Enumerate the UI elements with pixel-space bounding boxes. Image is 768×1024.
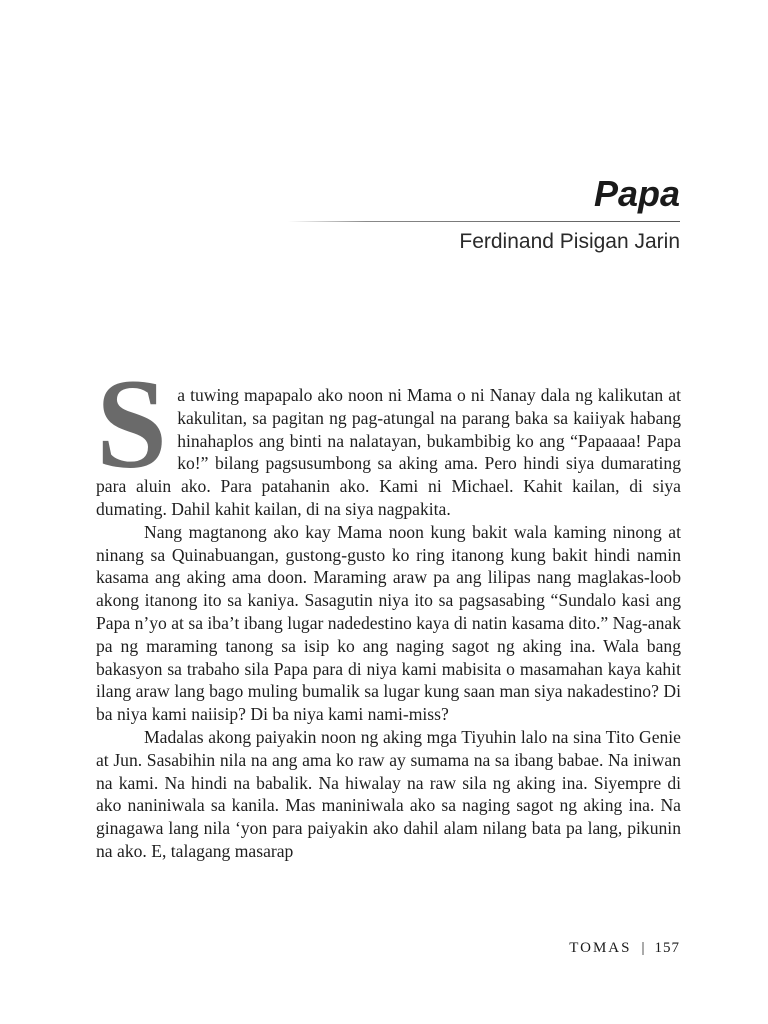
- paragraph-1-text: a tuwing mapapalo ako noon ni Mama o ni Nanay dala ng kalikutan at kakulitan, sa pagitan ng pag-atungal na parang baka sa kaiiyak habang hinahaplos ang binti na nalatayan, bukambibig ko ang “Papaaaa! Papa ko!” bilang pagsusumbong sa aking ama. Pero hindi siya dumarating para aluin ako. Para patahanin ako. Kami ni Michael. Kahit kailan, di siya dumating. Dahil kahit kailan, di na siya nagpakita.: [96, 385, 681, 519]
- paragraph-1: [96, 353, 681, 521]
- article-body: [96, 353, 681, 863]
- page-footer: [569, 938, 680, 958]
- footer-separator: |: [641, 940, 645, 956]
- title-divider: [288, 221, 680, 222]
- article-title: Papa: [593, 173, 680, 214]
- paragraph-3: Madalas akong paiyakin noon ng aking mga Tiyuhin lalo na sina Tito Genie at Jun. Sasabihin nila na ang ama ko raw ay sumama na sa ibang babae. Na iniwan na kami. Na hindi na babalik. Na hiwalay na raw sila ng aking ina. Siyempre di ako naniniwala sa kanila. Mas maniniwala ako sa naging sagot ng aking ina. Na ginagawa lang nila ‘yon para paiyakin ako dahil alam nilang bata pa lang, pikunin na ako. E, talagang masarap: [96, 726, 681, 861]
- paragraph-2: Nang magtanong ako kay Mama noon kung bakit wala kaming ninong at ninang sa Quinabuangan, gustong-gusto ko ring itanong kung bakit hindi namin kasama ang aking ama doon. Maraming araw pa ang lilipas nang maglakas-loob akong itanong ito sa kaniya. Sasagutin niya ito sa pagsasabing “Sundalo kasi ang Papa n’yo at sa iba’t ibang lugar nadedestino kaya di natin kasama dito.” Nag-anak pa ng maraming tanong sa isip ko ang naging sagot ng aking ina. Wala bang bakasyon sa trabaho sila Papa para di niya kami mabisita o masamahan kaya kahit ilang araw lang bago muling bumalik sa lugar kung saan man siya nakadestino? Di ba niya kami naiisip? Di ba niya kami nami-miss?: [96, 521, 681, 725]
- drop-cap: S: [96, 353, 168, 495]
- page-number: 157: [654, 940, 680, 956]
- article-author: Ferdinand Pisigan Jarin: [459, 230, 680, 253]
- journal-name: TOMAS: [569, 940, 632, 956]
